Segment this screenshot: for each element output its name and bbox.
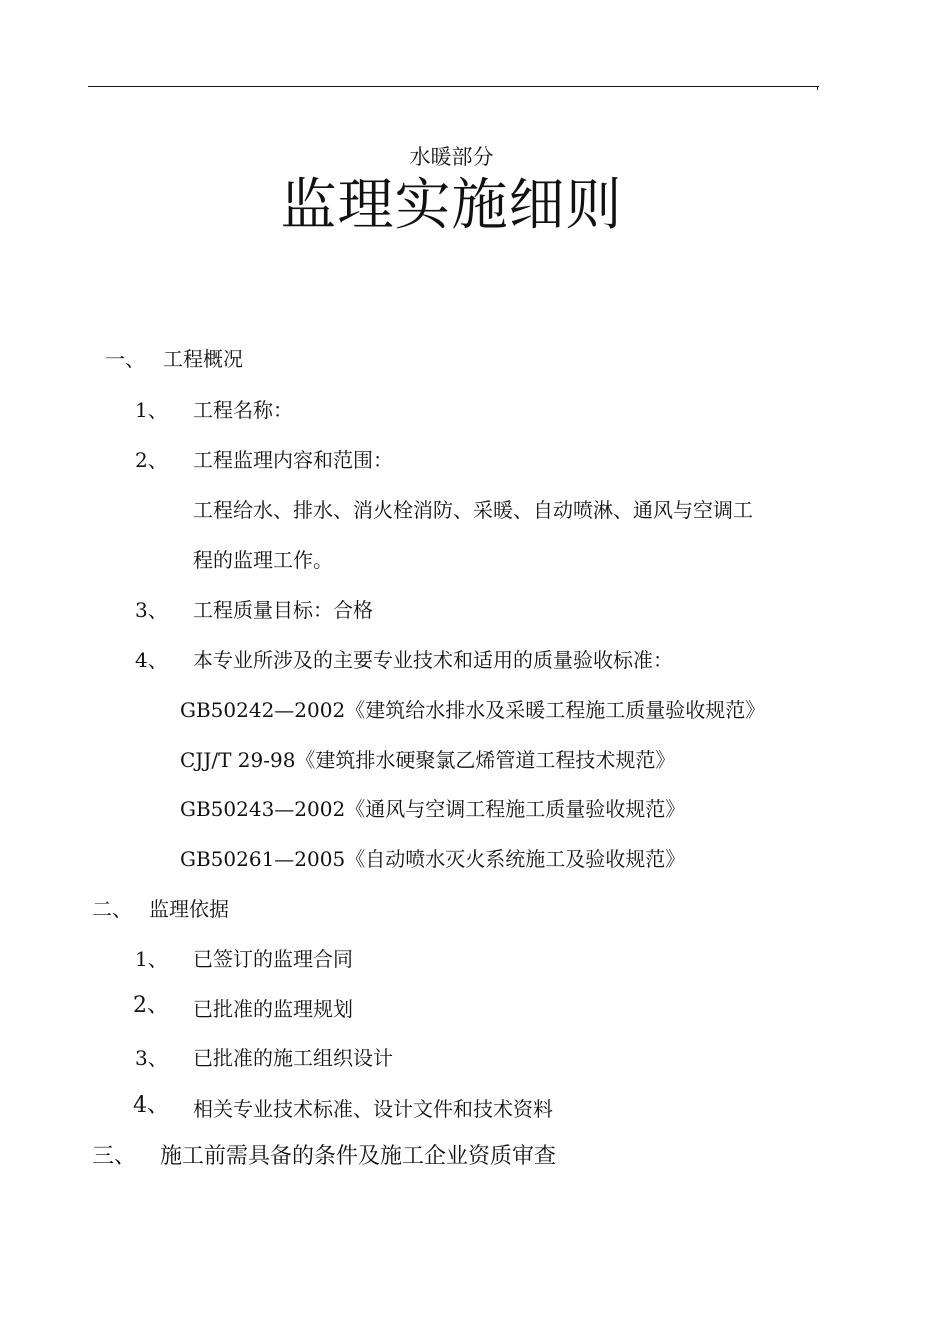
item-number: 1、 (135, 398, 168, 422)
header-rule (88, 86, 819, 87)
item-number: 1、 (135, 947, 168, 971)
section-title: 监理依据 (149, 897, 229, 921)
section-number: 一、 (105, 347, 145, 371)
item-number: 4、 (135, 648, 168, 672)
item-number: 4、 (133, 1093, 169, 1118)
document-subtitle: 水暖部分 (409, 145, 494, 169)
item-text: 工程名称： (193, 398, 293, 422)
item-text: 工程监理内容和范围： (193, 448, 393, 472)
header-rule-tick (817, 86, 818, 90)
item-text: 本专业所涉及的主要专业技术和适用的质量验收标准： (193, 648, 673, 672)
scope-line-1: 工程给水、排水、消火栓消防、采暖、自动喷淋、通风与空调工 (193, 498, 753, 522)
standard-item: GB50242—2002《建筑给水排水及采暖工程施工质量验收规范》 (180, 698, 766, 722)
standard-item: GB50261—2005《自动喷水灭火系统施工及验收规范》 (180, 847, 686, 871)
section-title: 施工前需具备的条件及施工企业资质审查 (160, 1144, 557, 1169)
section-number: 二、 (92, 897, 132, 921)
item-text: 工程质量目标：合格 (193, 598, 373, 622)
document-title: 监理实施细则 (280, 173, 623, 238)
item-text: 已签订的监理合同 (193, 947, 353, 971)
section-number: 三、 (92, 1144, 137, 1169)
standard-item: GB50243—2002《通风与空调工程施工质量验收规范》 (180, 797, 686, 821)
section-title: 工程概况 (163, 347, 243, 371)
item-number: 3、 (135, 1046, 168, 1070)
item-number: 2、 (135, 448, 168, 472)
item-text: 已批准的监理规划 (193, 997, 353, 1021)
standard-item: CJJ/T 29-98《建筑排水硬聚氯乙烯管道工程技术规范》 (180, 748, 676, 772)
item-number: 3、 (135, 598, 168, 622)
item-number: 2、 (133, 993, 169, 1018)
item-text: 相关专业技术标准、设计文件和技术资料 (193, 1097, 553, 1121)
scope-line-2: 程的监理工作。 (193, 548, 333, 572)
item-text: 已批准的施工组织设计 (193, 1046, 393, 1070)
